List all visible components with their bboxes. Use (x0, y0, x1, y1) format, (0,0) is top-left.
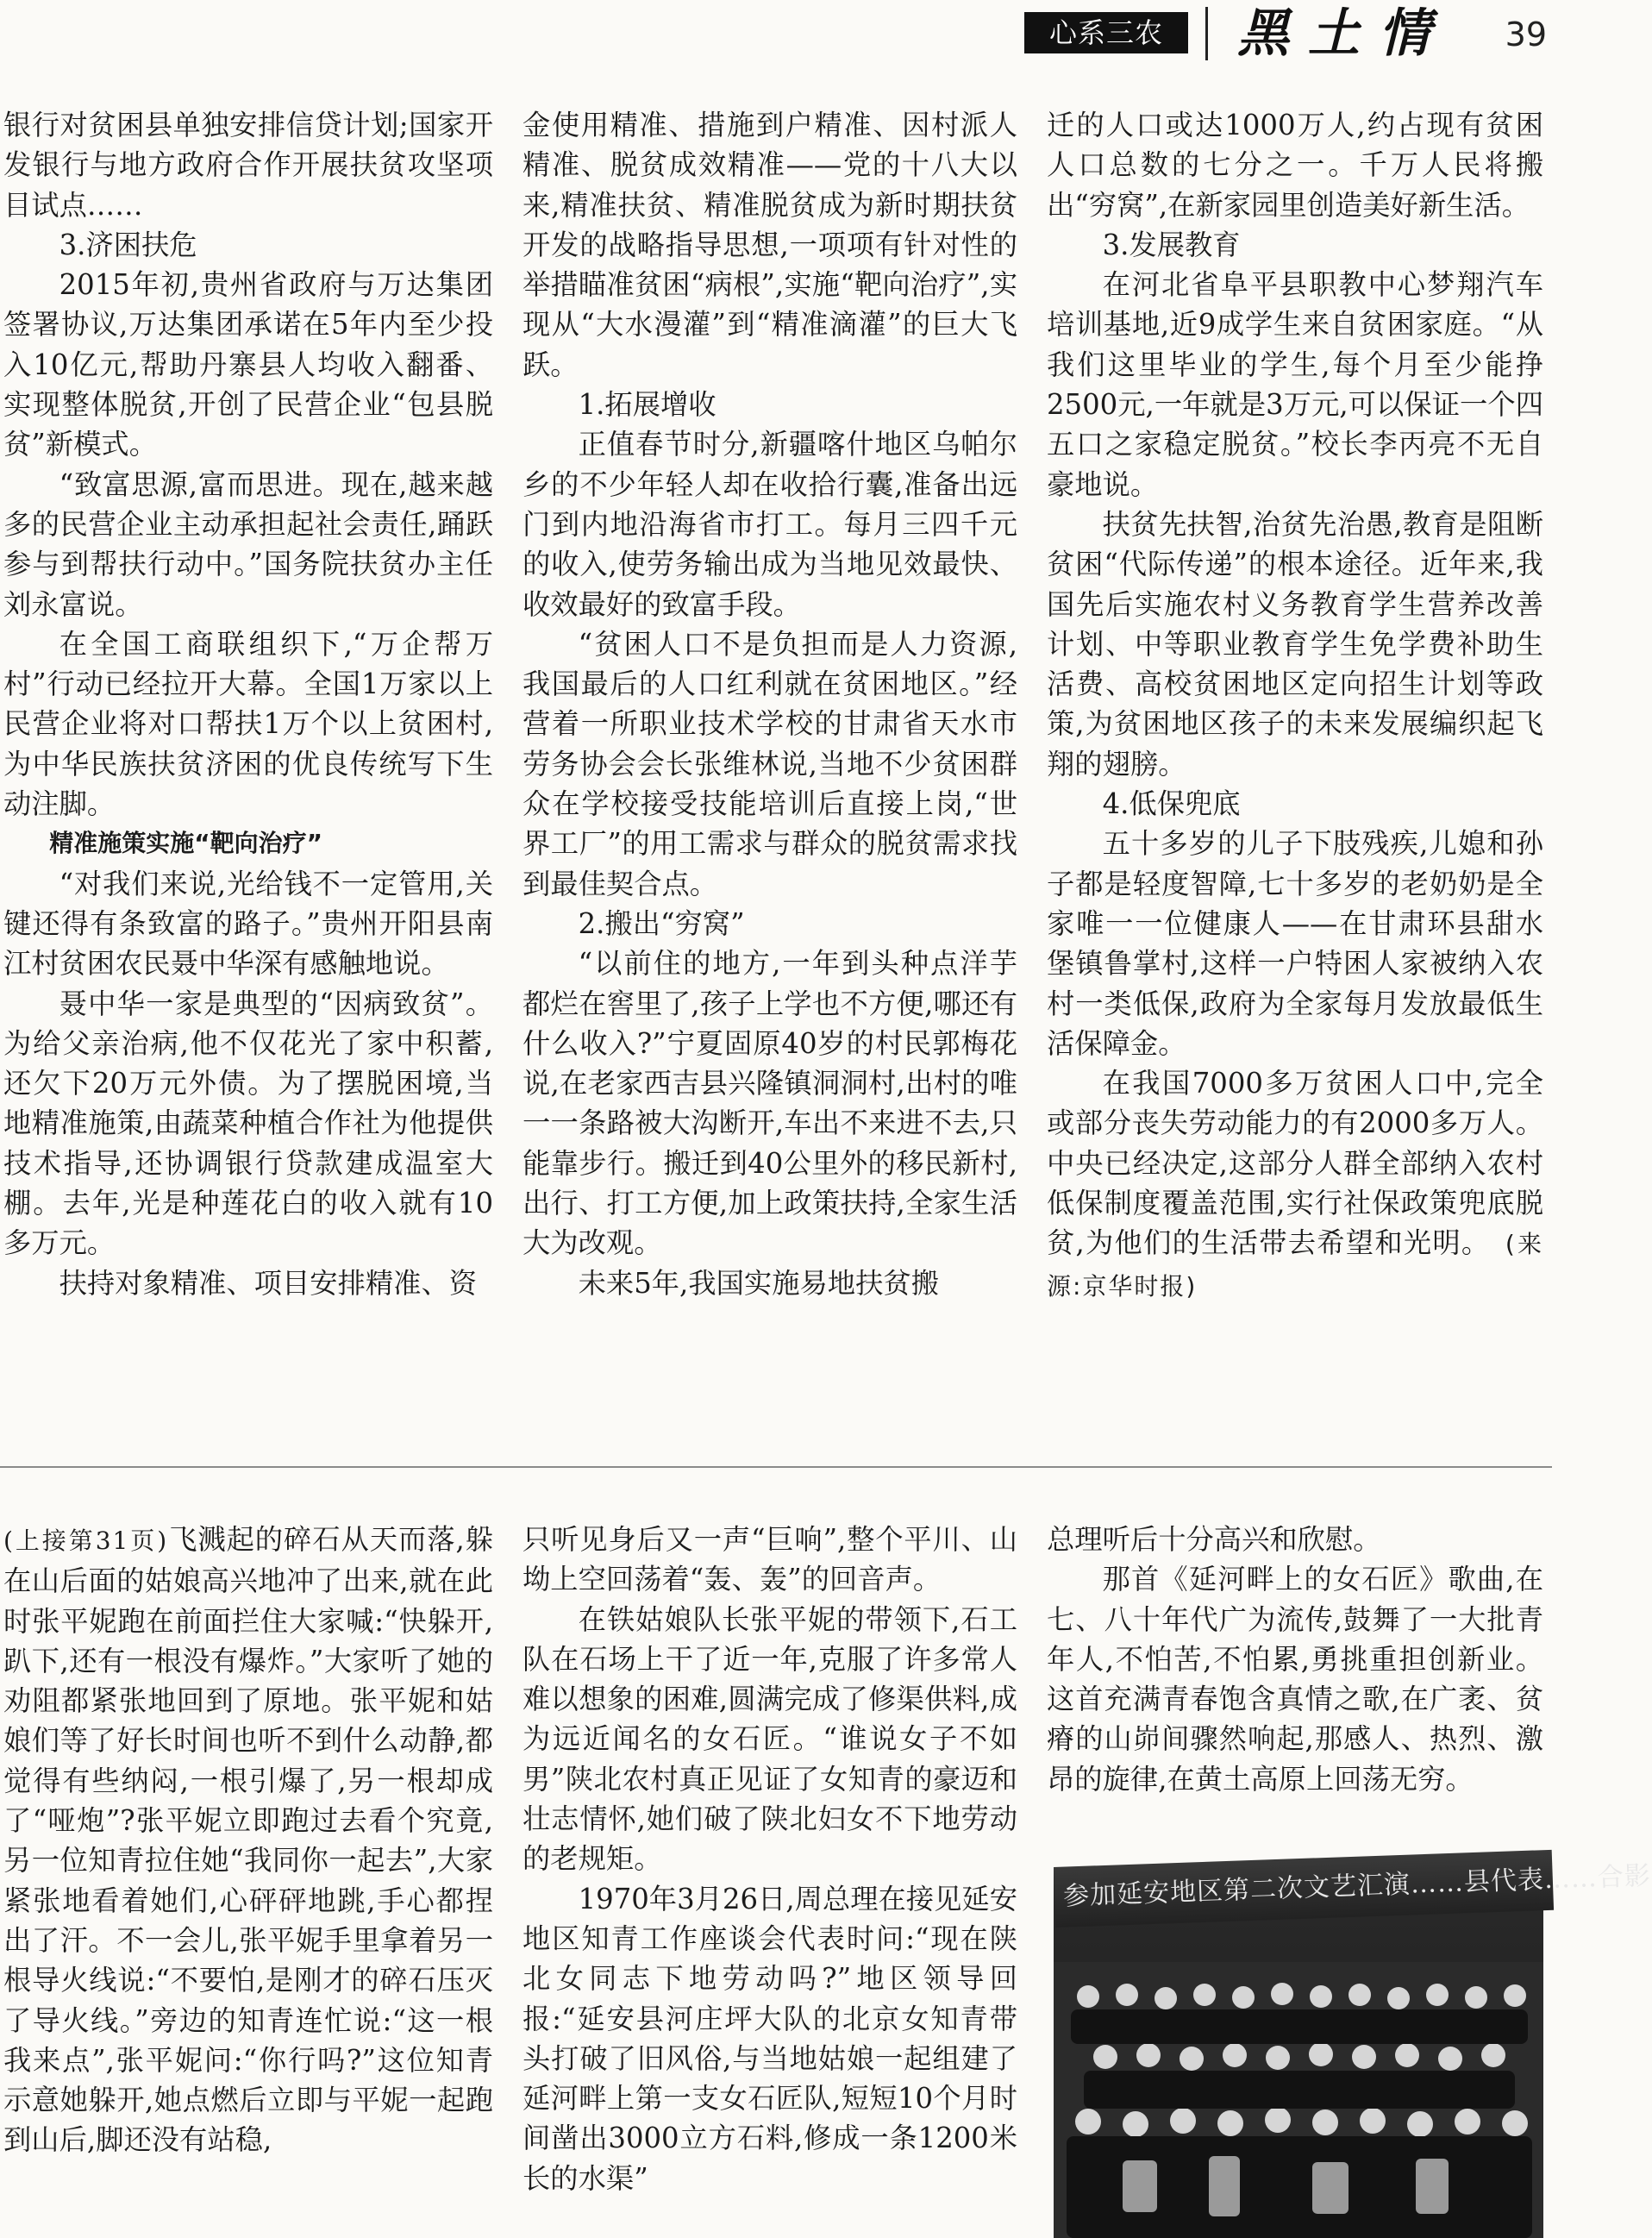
paragraph-text: 在我国7000多万贫困人口中,完全或部分丧失劳动能力的有2000多万人。中央已经决定,这部分人群全部纳入农村低保制度覆盖范围,实行社保政策兜底脱贫,为他们的生活带去希望和光明。 (1047, 1067, 1543, 1260)
paragraph: 未来5年,我国实施易地扶贫搬 (578, 1266, 939, 1300)
paragraph: 扶贫先扶智,治贫先治愚,教育是阻断贫困“代际传递”的根本途径。近年来,我国先后实施农村义务教育学生营养改善计划、中等职业教育学生免学费补助生活费、高校贫困地区定向招生计划等政策,为贫困地区孩子的未来发展编织起飞翔的翅膀。 (1047, 507, 1543, 780)
paragraph: 2015年初,贵州省政府与万达集团签署协议,万达集团承诺在5年内至少投入10亿元,帮助丹寨县人均收入翻番、实现整体脱贫,开创了民营企业“包县脱贫”新模式。 (3, 268, 493, 461)
paragraph: “对我们来说,光给钱不一定管用,关键还得有条致富的路子。”贵州开阳县南江村贫困农民聂中华深有感触地说。 (3, 867, 493, 981)
top-article-column-1 (3, 105, 493, 1303)
paragraph: 正值春节时分,新疆喀什地区乌帕尔乡的不少年轻人却在收拾行囊,准备出远门到内地沿海省市打工。每月三四千元的收入,使劳务输出成为当地见效最快、收效最好的致富手段。 (523, 428, 1017, 621)
paragraph: 银行对贫困县单独安排信贷计划;国家开发银行与地方政府合作开展扶贫攻坚项目试点…… (3, 109, 493, 222)
magazine-logo: 黑土情 (1237, 3, 1449, 64)
header-divider (1205, 7, 1208, 60)
paragraph: 在全国工商联组织下,“万企帮万村”行动已经拉开大幕。全国1万家以上民营企业将对口帮扶1万个以上贫困村,为中华民族扶贫济困的优良传统写下生动注脚。 (3, 627, 493, 821)
paragraph: 那首《延河畔上的女石匠》歌曲,在七、八十年代广为流传,鼓舞了一大批青年人,不怕苦,不怕累,勇挑重担创新业。这首充满青春饱含真情之歌,在广袤、贫瘠的山峁间骤然响起,那感人、热烈、激昂的旋律,在黄土高原上回荡无穷。 (1047, 1563, 1543, 1796)
top-article-column-3 (1047, 105, 1543, 1307)
paragraph-with-source (1047, 1063, 1543, 1307)
continued-from-note: (上接第31页) (3, 1526, 169, 1555)
paragraph: 迁的人口或达1000万人,约占现有贫困人口总数的七分之一。千万人民将搬出“穷窝”,在新家园里创造美好新生活。 (1047, 109, 1543, 222)
top-article-column-2 (523, 105, 1017, 1303)
subheading-move-out: 2.搬出“穷窝” (578, 906, 745, 940)
article-source: (来源:京华时报) (1047, 1230, 1543, 1301)
photo-banner-handwriting: 参加延安地区第二次文艺汇演……县代表……合影 (1054, 1850, 1554, 1928)
bottom-article-column-3 (1047, 1520, 1543, 1799)
paragraph: 1970年3月26日,周总理在接见延安地区知青工作座谈会代表时问:“现在陕北女同志下地劳动吗?”地区领导回报:“延安县河庄坪大队的北京女知青带头打破了旧风俗,与当地姑娘一起组建了延河畔上第一支女石匠队,短短10个月时间凿出3000立方石料,修成一条1200米长的水渠” (523, 1882, 1017, 2195)
paragraph: 总理听后十分高兴和欣慰。 (1047, 1523, 1381, 1556)
page-number: 39 (1505, 16, 1547, 53)
bottom-article-column-1 (3, 1520, 493, 2160)
paragraph: 在河北省阜平县职教中心梦翔汽车培训基地,近9成学生来自贫困家庭。“从我们这里毕业的学生,每个月至少能挣2500元,一年就是3万元,可以保证一个四五口之家稳定脱贫。”校长李丙亮不无自豪地说。 (1047, 268, 1543, 501)
paragraph: 扶持对象精准、项目安排精准、资 (59, 1266, 478, 1300)
subheading-expand-income: 1.拓展增收 (578, 388, 716, 422)
subheading-minimum-security: 4.低保兜底 (1102, 787, 1241, 821)
page-header (0, 0, 1552, 65)
paragraph: “贫困人口不是负担而是人力资源,我国最后的人口红利就在贫困地区。”经营着一所职业技术学校的甘肃省天水市劳务协会会长张维林说,当地不少贫困群众在学校接受技能培训后直接上岗,“世界工厂”的用工需求与群众的脱贫需求找到最佳契合点。 (523, 627, 1017, 900)
historical-group-photo (1054, 1860, 1652, 2235)
group-crowd-illustration (1054, 1962, 1543, 2238)
section-heading-targeted-treatment: 精准施策实施“靶向治疗” (49, 829, 322, 858)
paragraph: 只听见身后又一声“巨响”,整个平川、山坳上空回荡着“轰、轰”的回音声。 (523, 1523, 1017, 1596)
paragraph: 聂中华一家是典型的“因病致贫”。为给父亲治病,他不仅花光了家中积蓄,还欠下20万元外债。为了摆脱困境,当地精准施策,由蔬菜种植合作社为他提供技术指导,还协调银行贷款建成温室大棚。去年,光是种莲花白的收入就有10多万元。 (3, 987, 493, 1260)
paragraph: “致富思源,富而思进。现在,越来越多的民营企业主动承担起社会责任,踊跃参与到帮扶行动中。”国务院扶贫办主任刘永富说。 (3, 467, 493, 621)
paragraph: 金使用精准、措施到户精准、因村派人精准、脱贫成效精准——党的十八大以来,精准扶贫、精准脱贫成为新时期扶贫开发的战略指导思想,一项项有针对性的举措瞄准贫困“病根”,实施“靶向治疗”,实现从“大水漫灌”到“精准滴灌”的巨大飞跃。 (523, 109, 1017, 381)
article-divider (0, 1466, 1552, 1468)
paragraph-text: 飞溅起的碎石从天而落,躲在山后面的姑娘高兴地冲了出来,就在此时张平妮跑在前面拦住大家喊:“快躲开,趴下,还有一根没有爆炸。”大家听了她的劝阻都紧张地回到了原地。张平妮和姑娘们等了好长时间也听不到什么动静,都觉得有些纳闷,一根引爆了,另一根却成了“哑炮”?张平妮立即跑过去看个究竟,另一位知青拉住她“我同你一起去”,大家紧张地看着她们,心砰砰地跳,手心都捏出了汗。不一会儿,张平妮手里拿着另一根导火线说:“不要怕,是刚才的碎石压灭了导火线。”旁边的知青连忙说:“这一根我来点”,张平妮问:“你行吗?”这位知青示意她躲开,她点燃后立即与平妮一起跑到山后,脚还没有站稳, (3, 1523, 493, 2157)
section-tag: 心系三农 (1024, 12, 1188, 53)
paragraph (3, 1520, 493, 2160)
paragraph: 五十多岁的儿子下肢残疾,儿媳和孙子都是轻度智障,七十多岁的老奶奶是全家唯一一位健康人——在甘肃环县甜水堡镇鲁掌村,这样一户特困人家被纳入农村一类低保,政府为全家每月发放最低生活保障金。 (1047, 827, 1543, 1060)
bottom-article-column-2 (523, 1520, 1017, 2198)
subheading-jikun-fuwei: 3.济困扶危 (59, 228, 197, 261)
subheading-education: 3.发展教育 (1102, 228, 1241, 261)
paragraph: 在铁姑娘队长张平妮的带领下,石工队在石场上干了近一年,克服了许多常人难以想象的困难,圆满完成了修渠供料,成为远近闻名的女石匠。“谁说女子不如男”陕北农村真正见证了女知青的豪迈和壮志情怀,她们破了陕北妇女不下地劳动的老规矩。 (523, 1602, 1017, 1876)
paragraph: “以前住的地方,一年到头种点洋芋都烂在窖里了,孩子上学也不方便,哪还有什么收入?”宁夏固原40岁的村民郭梅花说,在老家西吉县兴隆镇洞洞村,出村的唯一一条路被大沟断开,车出不来进不去,只能靠步行。搬迁到40公里外的移民新村,出行、打工方便,加上政策扶持,全家生活大为改观。 (523, 947, 1017, 1260)
